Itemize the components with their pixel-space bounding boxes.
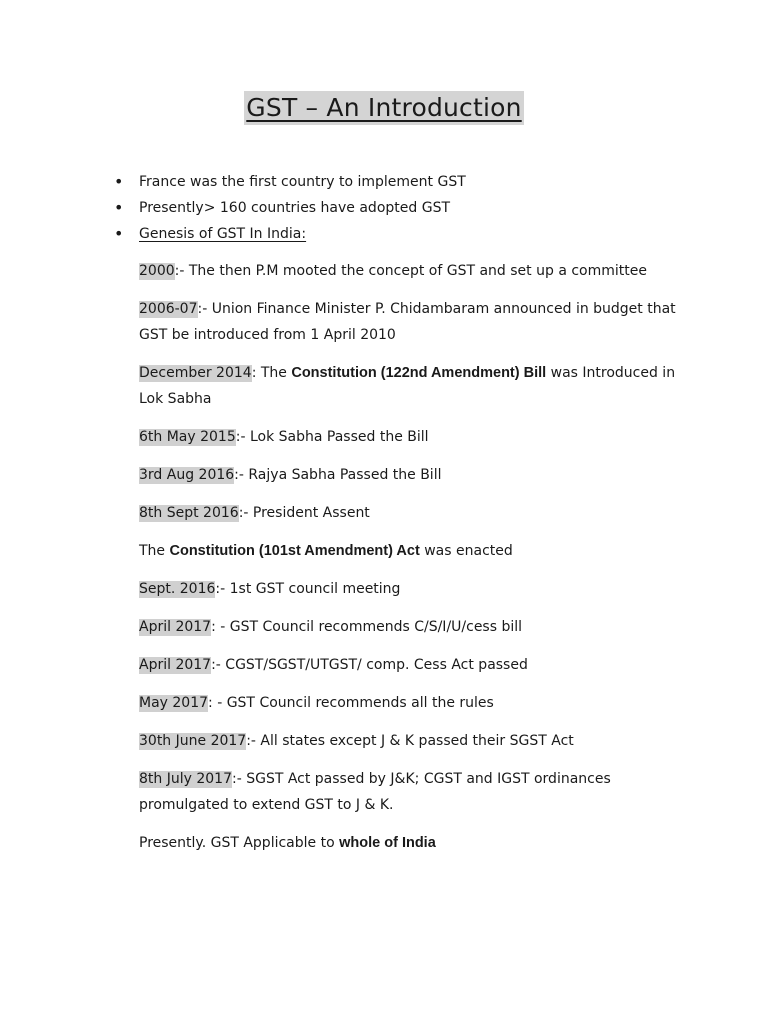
entry-text: : The xyxy=(251,365,292,381)
timeline-entry xyxy=(139,576,699,602)
entry-date: April 2017 xyxy=(139,657,212,673)
entry-text: was Introduced in Lok Sabha xyxy=(139,365,676,407)
timeline-entry xyxy=(139,728,699,754)
entry-text: :- Union Finance Minister P. Chidambaram announced in budget that GST be introduced from 1 April 2010 xyxy=(139,301,676,343)
entry-text: : - GST Council recommends C/S/I/U/cess bill xyxy=(211,619,523,635)
entry-date: Sept. 2016 xyxy=(139,581,216,597)
entry-text: :- Rajya Sabha Passed the Bill xyxy=(234,467,442,483)
timeline-entry xyxy=(139,538,699,564)
bullet-text: France was the first country to implement GST xyxy=(139,174,466,190)
document-title xyxy=(0,86,768,125)
entry-text: Presently. GST Applicable to xyxy=(139,835,340,851)
entry-date: 2006-07 xyxy=(139,301,198,317)
bullet-item xyxy=(112,195,466,221)
entry-text: was enacted xyxy=(419,543,513,559)
entry-text: :- All states except J & K passed their SGST Act xyxy=(246,733,574,749)
entry-text: :- 1st GST council meeting xyxy=(215,581,401,597)
entry-date: April 2017 xyxy=(139,619,212,635)
entry-date: 30th June 2017 xyxy=(139,733,247,749)
document-title-text: GST – An Introduction xyxy=(244,91,523,125)
timeline xyxy=(139,258,699,868)
timeline-entry xyxy=(139,830,699,856)
entry-text: :- The then P.M mooted the concept of GST and set up a committee xyxy=(174,263,647,279)
entry-text: :- CGST/SGST/UTGST/ comp. Cess Act passed xyxy=(211,657,528,673)
bullet-text: Presently> 160 countries have adopted GST xyxy=(139,200,451,216)
intro-bullet-list xyxy=(112,169,466,247)
timeline-entry xyxy=(139,360,699,412)
entry-date: 8th Sept 2016 xyxy=(139,505,239,521)
entry-date: May 2017 xyxy=(139,695,209,711)
timeline-entry xyxy=(139,296,699,348)
timeline-entry xyxy=(139,500,699,526)
entry-date: 3rd Aug 2016 xyxy=(139,467,235,483)
entry-text: The xyxy=(139,543,170,559)
entry-date: 2000 xyxy=(139,263,175,279)
entry-bold-text: whole of India xyxy=(339,835,436,851)
entry-date: 8th July 2017 xyxy=(139,771,232,787)
timeline-entry xyxy=(139,462,699,488)
entry-bold-text: Constitution (122nd Amendment) Bill xyxy=(291,365,547,381)
timeline-entry xyxy=(139,424,699,450)
entry-text: : - GST Council recommends all the rules xyxy=(208,695,494,711)
entry-date: 6th May 2015 xyxy=(139,429,236,445)
timeline-entry xyxy=(139,766,699,818)
timeline-entry xyxy=(139,258,699,284)
genesis-heading xyxy=(112,221,466,247)
timeline-entry xyxy=(139,690,699,716)
timeline-entry xyxy=(139,614,699,640)
entry-bold-text: Constitution (101st Amendment) Act xyxy=(169,543,420,559)
entry-text: :- Lok Sabha Passed the Bill xyxy=(235,429,429,445)
entry-date: December 2014 xyxy=(139,365,252,381)
bullet-item xyxy=(112,169,466,195)
entry-text: :- President Assent xyxy=(238,505,370,521)
entry-text: :- SGST Act passed by J&K; CGST and IGST ordinances promulgated to extend GST to J & K. xyxy=(139,771,611,813)
timeline-entry xyxy=(139,652,699,678)
genesis-heading-text: Genesis of GST In India: xyxy=(139,226,307,242)
